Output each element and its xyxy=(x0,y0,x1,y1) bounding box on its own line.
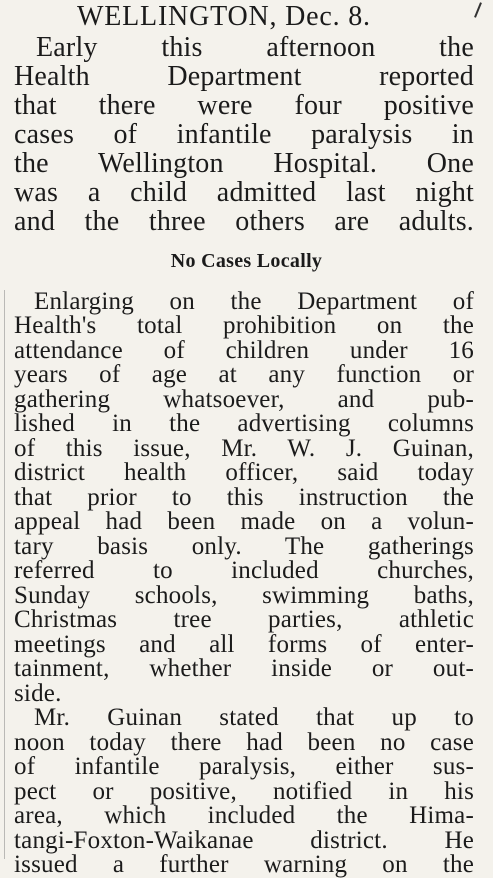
body-line: Health's total prohibition on the xyxy=(14,312,474,339)
dateline: WELLINGTON, Dec. 8. xyxy=(77,1,371,32)
body-line: years of age at any function or xyxy=(14,361,474,388)
body-line: area, which included the Hima- xyxy=(14,802,474,829)
body-line: gathering whatsoever, and pub- xyxy=(14,386,474,413)
lead-line: Health Department reported xyxy=(14,61,474,92)
body-line: of infantile paralysis, either sus- xyxy=(14,753,474,780)
body-line: Sunday schools, swimming baths, xyxy=(14,582,474,609)
body-line: pect or positive, notified in his xyxy=(14,778,474,805)
lead-line: cases of infantile paralysis in xyxy=(14,119,474,150)
subheading: No Cases Locally xyxy=(170,250,323,272)
body-line: appeal had been made on a volun- xyxy=(14,508,474,535)
body-line: tainment, whether inside or out- xyxy=(14,655,474,682)
body-line: district health officer, said today xyxy=(14,459,474,486)
body-line: lished in the advertising columns xyxy=(14,410,474,437)
body-line: of this issue, Mr. W. J. Guinan, xyxy=(14,435,474,462)
lead-line: that there were four positive xyxy=(14,90,474,121)
column-rule xyxy=(4,290,5,859)
body-line: referred to included churches, xyxy=(14,557,474,584)
margin-mark xyxy=(474,2,482,18)
body-line: that prior to this instruction the xyxy=(14,484,474,511)
body-line: issued a further warning on the xyxy=(14,851,474,878)
body-line: Enlarging on the Department of xyxy=(34,288,474,315)
body-line: tary basis only. The gatherings xyxy=(14,533,474,560)
lead-line: Early this afternoon the xyxy=(36,32,474,63)
body-line: meetings and all forms of enter- xyxy=(14,631,474,658)
body-line: Mr. Guinan stated that up to xyxy=(34,704,474,731)
lead-line: was a child admitted last night xyxy=(14,177,474,208)
lead-line: and the three others are adults. xyxy=(14,206,474,237)
body-line: attendance of children under 16 xyxy=(14,337,474,364)
body-line: tangi-Foxton-Waikanae district. He xyxy=(14,827,474,854)
body-line: Christmas tree parties, athletic xyxy=(14,606,474,633)
lead-line: the Wellington Hospital. One xyxy=(14,148,474,179)
body-line: noon today there had been no case xyxy=(14,729,474,756)
body-line: side. xyxy=(14,680,62,707)
